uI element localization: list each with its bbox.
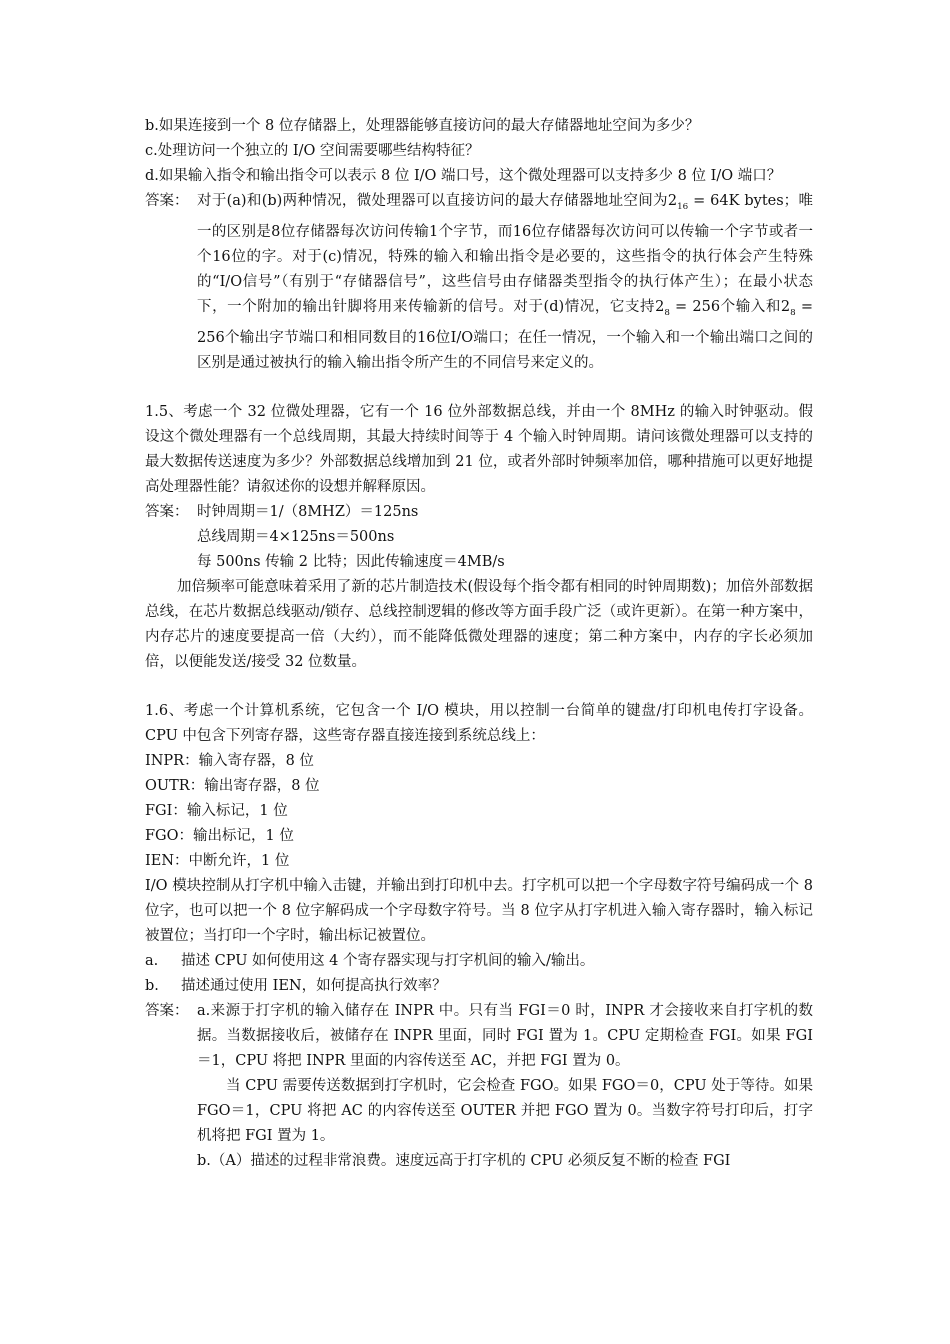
exponent-8: 8	[790, 307, 796, 318]
answer-1-6-body	[197, 999, 813, 1174]
answer-1-body	[197, 189, 813, 376]
question-d: d.如果输入指令和输出指令可以表示 8 位 I/O 端口号，这个微处理器可以支持多少 8 位 I/O 端口？	[145, 168, 782, 184]
answer-1	[145, 189, 813, 376]
exponent-8: 8	[664, 307, 670, 318]
question-1-6-description: I/O 模块控制从打字机中输入击键，并输出到打印机中去。打字机可以把一个字母数字符号编码成一个 8 位字，也可以把一个 8 位字解码成一个字母数字符号。当 8 位字从打字机进入输入寄存器时，输入标记被置位；当打印一个字时，输出标记被置位。	[145, 877, 813, 944]
register-item: OUTR：输出寄存器，8 位	[145, 777, 320, 794]
answer-1-5-paragraph: 加倍频率可能意味着采用了新的芯片制造技术(假设每个指令都有相同的时钟周期数)；加倍外部数据总线，在芯片数据总线驱动/锁存、总线控制逻辑的修改等方面手段广泛（或许更新）。在第一种方案中，内存芯片的速度要提高一倍（大约），而不能降低微处理器的速度；第二种方案中，内存的字长必须加倍，以便能发送/接受 32 位数量。	[145, 578, 813, 670]
question-1-6-intro: 1.6、考虑一个计算机系统，它包含一个 I/O 模块，用以控制一台简单的键盘/打印机电传打字设备。CPU 中包含下列寄存器，这些寄存器直接连接到系统总线上：	[145, 702, 813, 744]
question-c: c.处理访问一个独立的 I/O 空间需要哪些结构特征？	[145, 143, 480, 159]
answer-1-6-a-paragraph-1: a.来源于打字机的输入储存在 INPR 中。只有当 FGI＝0 时，INPR 才会接收来自打字机的数据。当数据接收后，被储存在 INPR 里面，同时 FGI 置为 1。CPU 定期检查 FGI。如果 FGI＝1，CPU 将把 INPR 里面的内容传送至 AC，并把 FGI 置为 0。	[197, 1002, 813, 1069]
document-body	[145, 114, 813, 1174]
list-text: 描述通过使用 IEN，如何提高执行效率？	[181, 977, 447, 994]
list-marker: a.	[145, 952, 159, 969]
answer-1-part: = 256个输入和2	[669, 298, 791, 315]
register-item: IEN：中断允许，1 位	[145, 852, 290, 869]
register-item: INPR：输入寄存器，8 位	[145, 752, 314, 769]
question-1-6-a	[145, 949, 813, 974]
list-text: 描述 CPU 如何使用这 4 个寄存器实现与打字机间的输入/输出。	[181, 952, 595, 969]
answer-label: 答案：	[145, 193, 189, 209]
register-item: FGO：输出标记，1 位	[145, 827, 294, 844]
calc-line-1: 时钟周期＝1/（8MHZ）＝125ns	[197, 503, 419, 520]
answer-1-6-a-paragraph-2: 当 CPU 需要传送数据到打字机时，它会检查 FGO。如果 FGO＝0，CPU 处于等待。如果 FGO＝1，CPU 将把 AC 的内容传送至 OUTER 并把 FGO 置为 0。当数字符号打印后，打字机将把 FGI 置为 1。	[197, 1077, 813, 1144]
answer-1-6	[145, 999, 813, 1174]
question-1-6-b	[145, 974, 813, 999]
answer-1-5-body	[197, 500, 813, 575]
question-b: b.如果连接到一个 8 位存储器上，处理器能够直接访问的最大存储器地址空间为多少？	[145, 118, 700, 134]
list-marker: b.	[145, 977, 159, 994]
question-1-5: 1.5、考虑一个 32 位微处理器，它有一个 16 位外部数据总线，并由一个 8MHz 的输入时钟驱动。假设这个微处理器有一个总线周期，其最大持续时间等于 4 个输入时钟周期。请问该微处理器可以支持的最大数据传送速度为多少？外部数据总线增加到 21 位，或者外部时钟频率加倍，哪种措施可以更好地提高处理器性能？请叙述你的设想并解释原因。	[145, 403, 813, 495]
calc-line-2: 总线周期＝4×125ns＝500ns	[197, 528, 395, 545]
calc-line-3: 每 500ns 传输 2 比特；因此传输速度＝4MB/s	[197, 553, 505, 570]
exponent-16: 16	[677, 201, 689, 212]
answer-1-5	[145, 500, 813, 575]
register-item: FGI：输入标记，1 位	[145, 802, 288, 819]
answer-1-part: = 64K bytes；唯一的区别是8位存储器每次访问传输1个字节，而16位存储器每次访问可以传输一个字节或者一个16位的字。对于(c)情况，特殊的输入和输出指令是必要的，这些指令的执行体会产生特殊的“I/O信号”（有别于“存储器信号”，这些信号由存储器类型指令的执行体产生）；在最小状态下，一个附加的输出针脚将用来传输新的信号。对于(d)情况，它支持2	[197, 193, 813, 315]
answer-1-6-b-paragraph: b.（A）描述的过程非常浪费。速度远高于打字机的 CPU 必须反复不断的检查 FGI	[197, 1152, 731, 1169]
answer-1-text	[197, 189, 813, 376]
answer-1-part: 对于(a)和(b)两种情况，微处理器可以直接访问的最大存储器地址空间为2	[197, 193, 678, 209]
answer-label: 答案：	[145, 1002, 189, 1019]
answer-label: 答案：	[145, 503, 189, 520]
answer-1-part: = 256个输出字节端口和相同数目的16位I/O端口；在任一情况，一个输入和一个输出端口之间的区别是通过被执行的输入输出指令所产生的不同信号来定义的。	[197, 298, 813, 371]
